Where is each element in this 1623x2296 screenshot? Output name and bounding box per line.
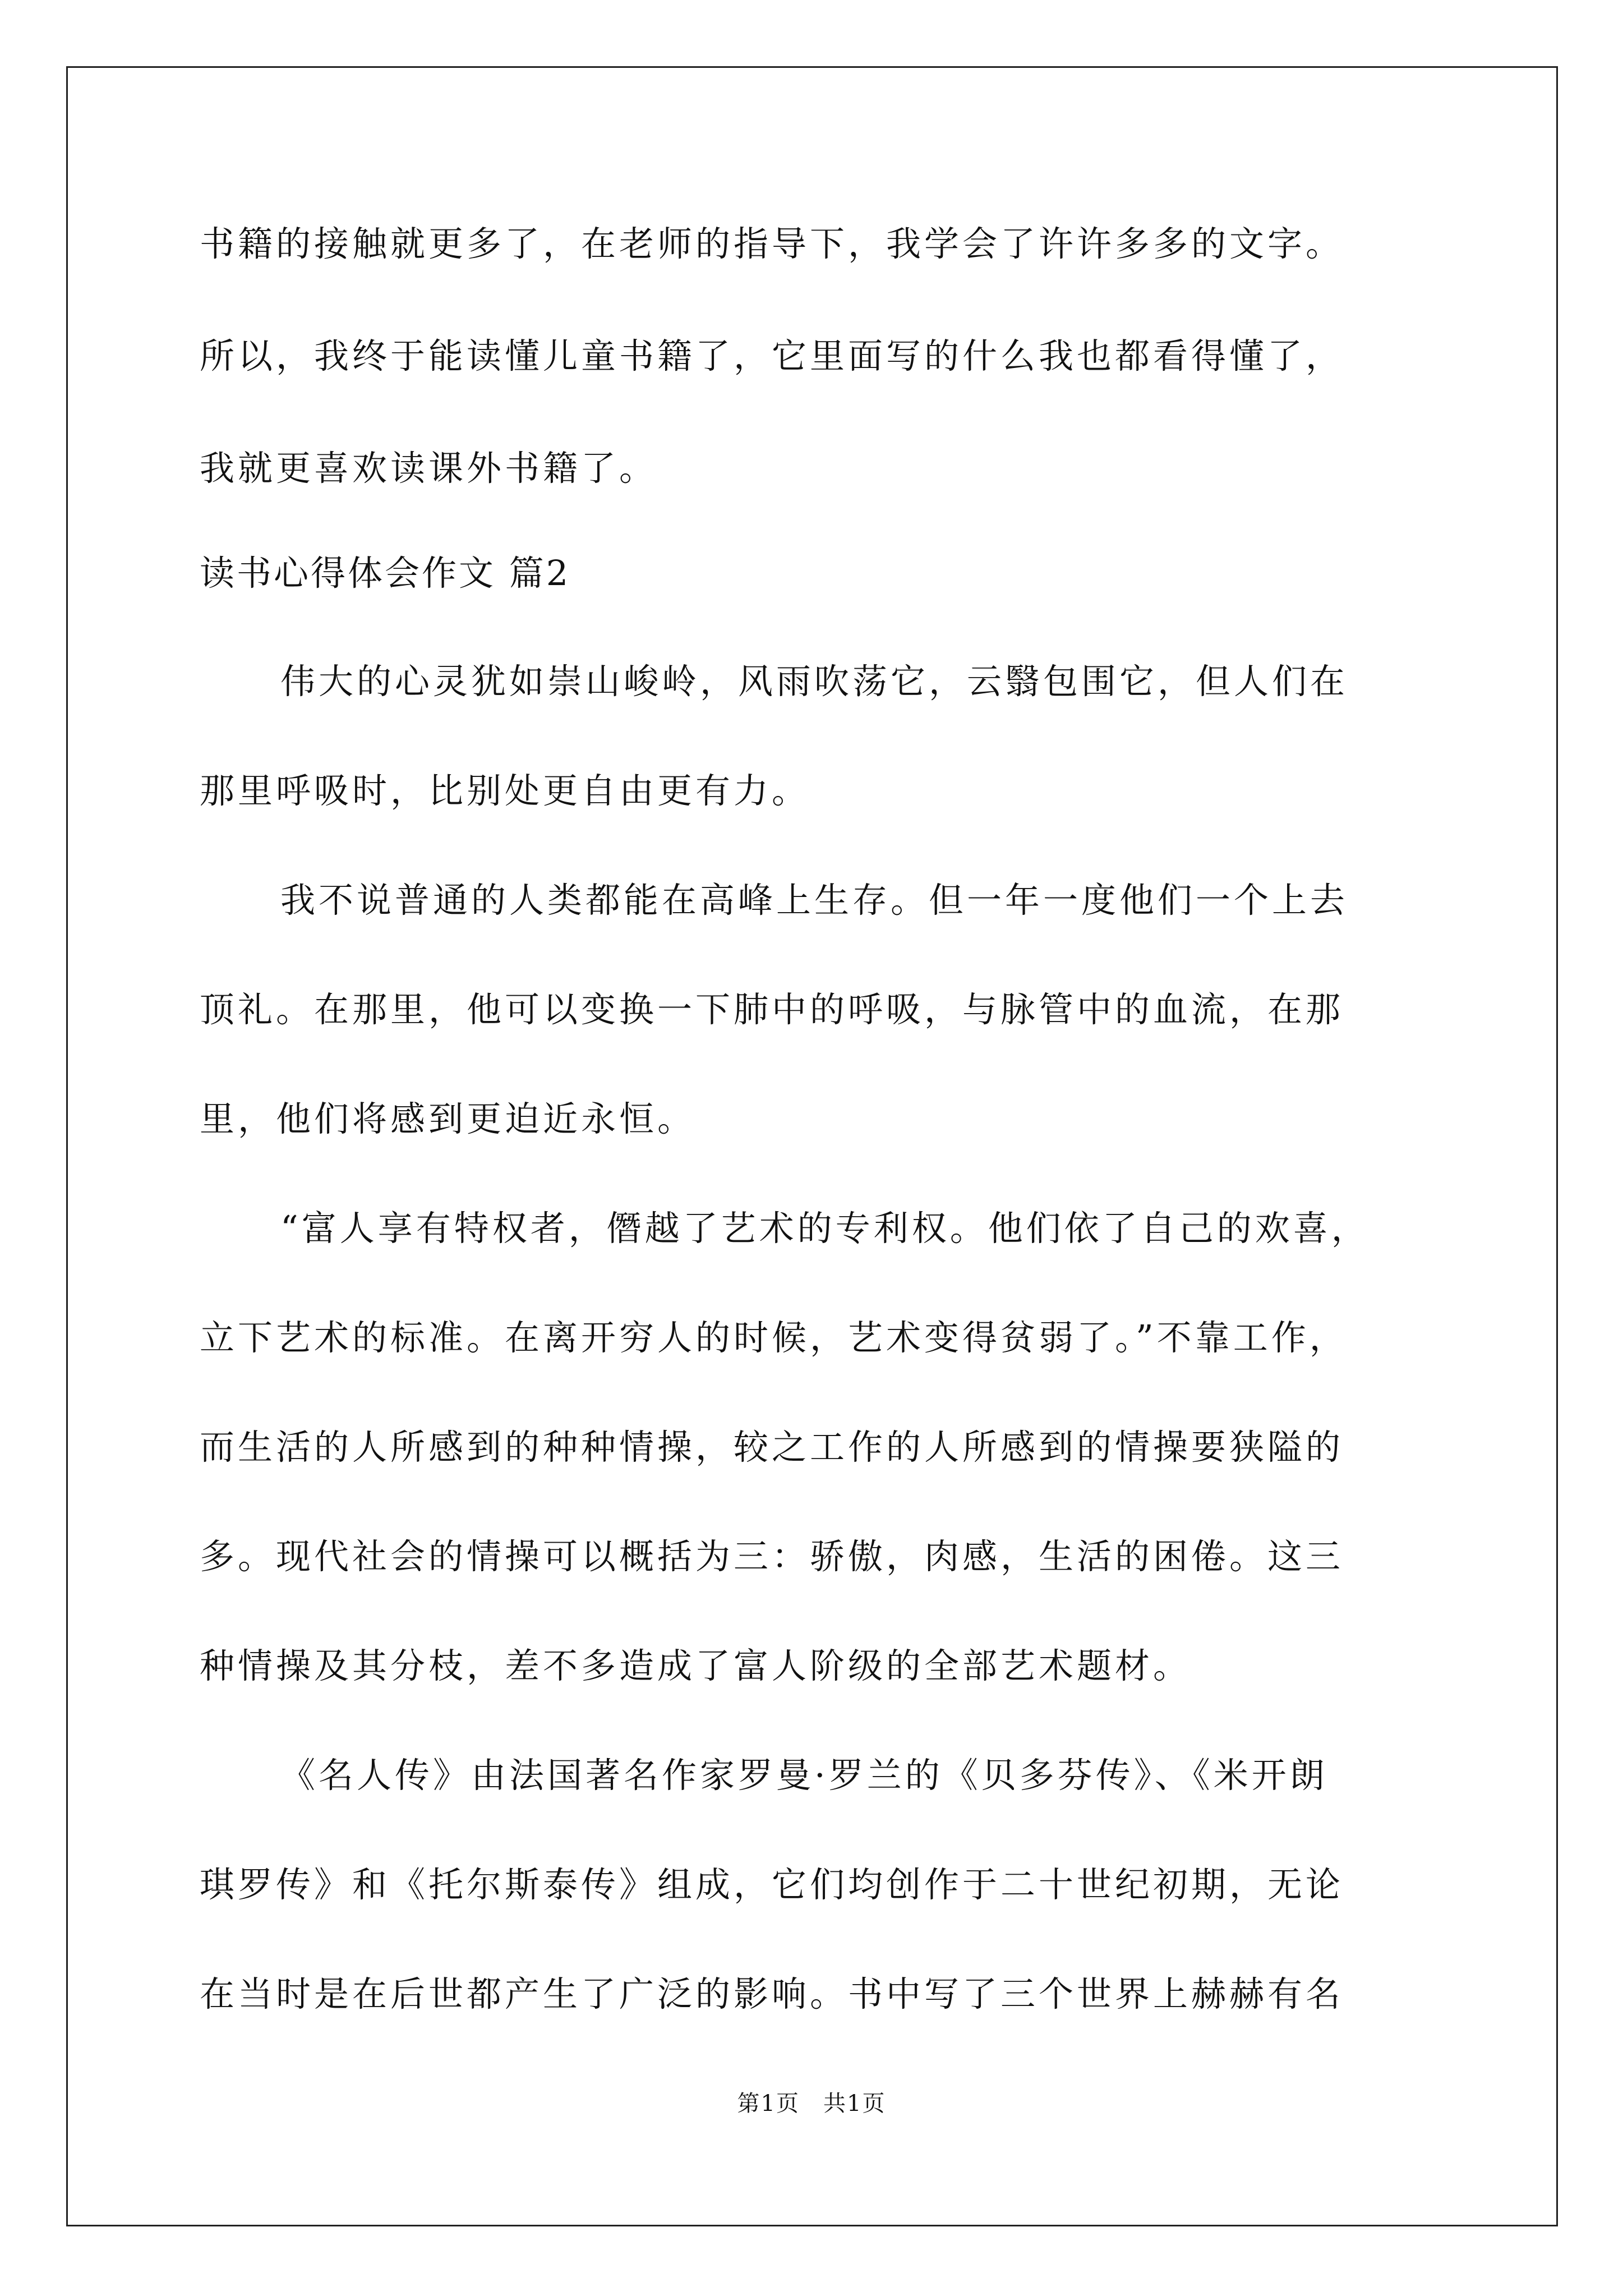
text-line-3: 我就更喜欢读课外书籍了。 [200,448,658,489]
text-line-16: 琪罗传》和《托尔斯泰传》组成，它们均创作于二十世纪初期，无论 [200,1864,1344,1905]
text-line-2: 所以，我终于能读懂儿童书籍了，它里面写的什么我也都看得懂了， [200,335,1344,376]
text-line-15: 《名人传》由法国著名作家罗曼·罗兰的《贝多芬传》、《米开朗 [280,1755,1328,1796]
text-line-5: 伟大的心灵犹如崇山峻岭，风雨吹荡它，云翳包围它，但人们在 [280,661,1349,702]
text-line-12: 而生活的人所感到的种种情操，较之工作的人所感到的情操要狭隘的 [200,1427,1344,1467]
text-line-1: 书籍的接触就更多了，在老师的指导下，我学会了许许多多的文字。 [200,223,1344,264]
page-footer: 第1页 共1页 [737,2091,886,2116]
text-line-6: 那里呼吸时，比别处更自由更有力。 [200,770,810,811]
text-line-10: “富人享有特权者，僭越了艺术的专利权。他们依了自己的欢喜， [280,1208,1370,1249]
text-line-8: 顶礼。在那里，他可以变换一下肺中的呼吸，与脉管中的血流，在那 [200,989,1344,1030]
text-line-14: 种情操及其分枝，差不多造成了富人阶级的全部艺术题材。 [200,1645,1192,1686]
text-line-17: 在当时是在后世都产生了广泛的影响。书中写了三个世界上赫赫有名 [200,1973,1344,2014]
text-line-13: 多。现代社会的情操可以概括为三：骄傲，肉感，生活的困倦。这三 [200,1536,1344,1577]
section-heading: 读书心得体会作文 篇2 [200,553,571,593]
text-line-11: 立下艺术的标准。在离开穷人的时候，艺术变得贫弱了。”不靠工作， [200,1317,1348,1358]
text-line-7: 我不说普通的人类都能在高峰上生存。但一年一度他们一个上去 [280,880,1349,921]
text-line-9: 里，他们将感到更迫近永恒。 [200,1098,696,1139]
